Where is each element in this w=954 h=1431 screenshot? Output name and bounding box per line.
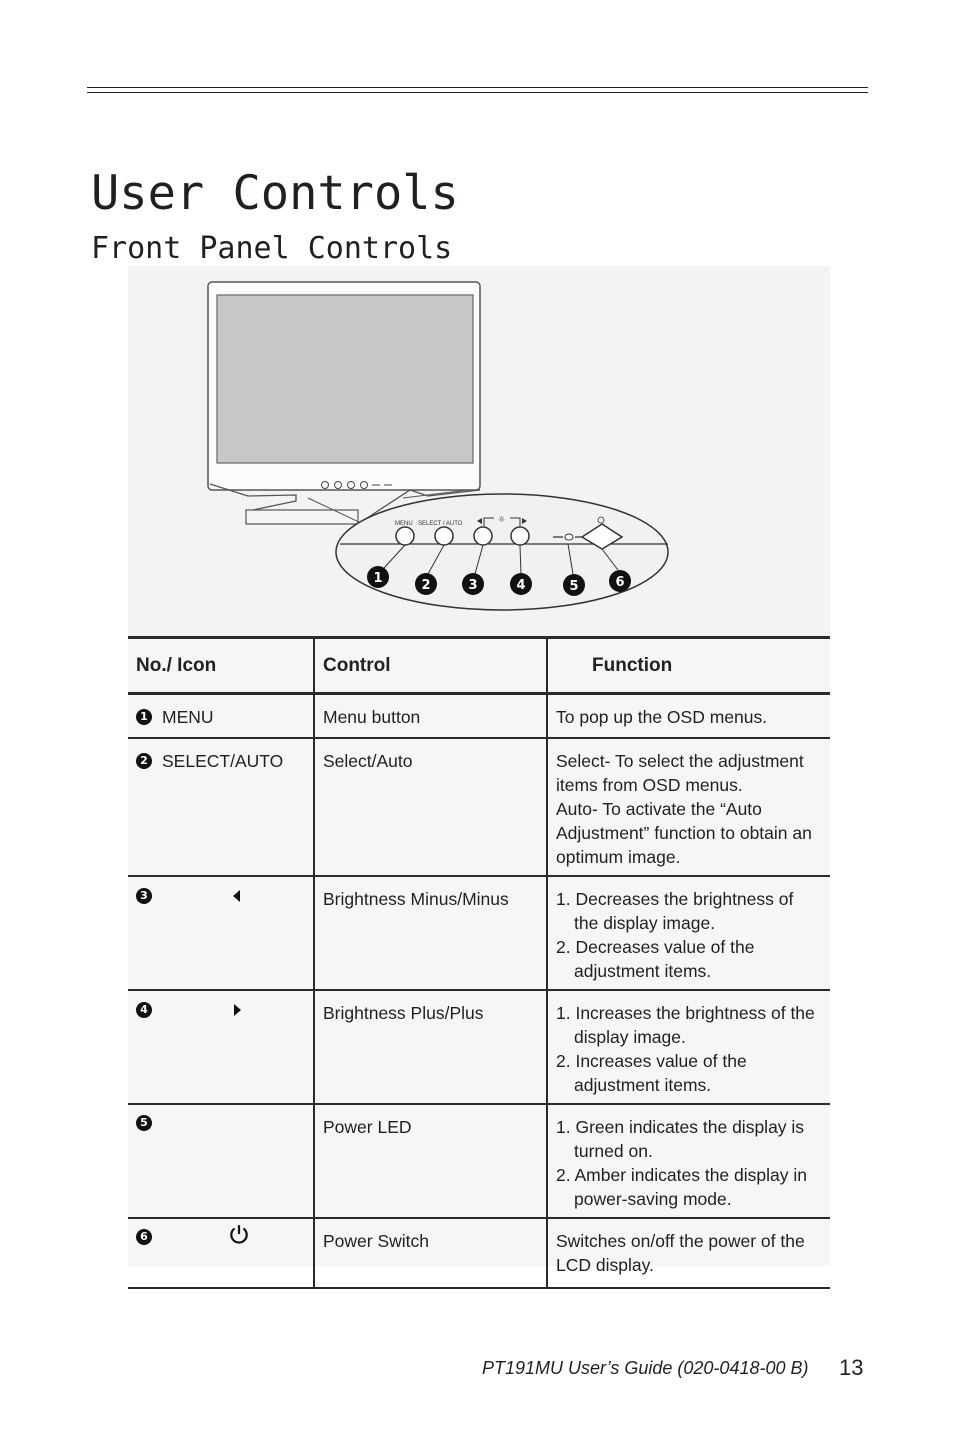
left-triangle-icon (228, 887, 246, 905)
controls-table-wrapper (128, 636, 830, 1275)
control-cell: Brightness Minus/Minus (314, 876, 547, 990)
header-rule-top (87, 87, 868, 88)
number-badge: 6 (136, 1229, 152, 1245)
function-cell (547, 1218, 830, 1288)
panel-plus-button (511, 527, 529, 545)
callout-5-label: 5 (569, 579, 579, 594)
no-icon-cell (128, 738, 314, 876)
panel-minus-button (474, 527, 492, 545)
table-header-row (128, 638, 830, 694)
number-badge: 3 (136, 888, 152, 904)
function-line: 2. Decreases value of the adjustment items. (556, 936, 755, 981)
callout-1-label: 1 (373, 571, 383, 586)
header-function: Function (547, 638, 830, 694)
panel-menu-button (396, 527, 414, 545)
callout-6-label: 6 (615, 575, 625, 590)
function-line: Select- To select the adjustment items from OSD menus. (556, 750, 804, 795)
control-cell: Menu button (314, 694, 547, 738)
controls-table (128, 636, 830, 1289)
panel-label-menu: MENU (395, 521, 413, 527)
number-badge: 5 (136, 1115, 152, 1131)
no-icon-cell (128, 990, 314, 1104)
enlarged-panel (336, 494, 668, 610)
function-line: 1. Increases the brightness of the display image. (556, 1002, 815, 1047)
icon-label: MENU (162, 707, 214, 727)
icon-label: SELECT/AUTO (162, 750, 284, 771)
right-triangle-icon (228, 1001, 246, 1019)
function-line: 1. Green indicates the display is turned on. (556, 1116, 805, 1161)
number-badge: 1 (136, 709, 152, 725)
header-rule-bottom (87, 92, 868, 93)
table-row (128, 1218, 830, 1288)
function-cell (547, 990, 830, 1104)
callout-2-label: 2 (421, 578, 431, 593)
table-row (128, 876, 830, 990)
panel-power-led (565, 534, 573, 540)
function-line: 2. Increases value of the adjustment items. (556, 1050, 747, 1095)
control-cell: Power LED (314, 1104, 547, 1218)
monitor-screen (217, 295, 473, 463)
no-icon-cell (128, 1218, 314, 1288)
panel-label-select: SELECT / AUTO (418, 521, 463, 527)
section-title: Front Panel Controls (91, 231, 453, 266)
table-row (128, 990, 830, 1104)
panel-select-button (435, 527, 453, 545)
number-badge: 2 (136, 753, 152, 769)
function-line: Switches on/off the power of the LCD display. (556, 1230, 805, 1275)
monitor-illustration (128, 266, 830, 638)
callout-4-label: 4 (516, 578, 526, 593)
table-row (128, 738, 830, 876)
callout-3-label: 3 (468, 578, 478, 593)
svg-text:☼: ☼ (498, 515, 506, 524)
function-cell (547, 738, 830, 876)
function-line: 1. Decreases the brightness of the display image. (556, 888, 794, 933)
function-line: 2. Amber indicates the display in power-saving mode. (556, 1164, 807, 1209)
function-cell (547, 1104, 830, 1218)
function-line: Auto- To activate the “Auto Adjustment” function to obtain an optimum image. (556, 798, 812, 867)
control-cell: Brightness Plus/Plus (314, 990, 547, 1104)
no-icon-cell (128, 694, 314, 738)
number-badge: 4 (136, 1002, 152, 1018)
function-cell (547, 876, 830, 990)
footer-guide-title: PT191MU User’s Guide (020-0418-00 B) (482, 1358, 809, 1378)
page-number: 13 (839, 1355, 864, 1380)
control-cell: Power Switch (314, 1218, 547, 1288)
table-row (128, 1104, 830, 1218)
monitor-front-panel-diagram (128, 266, 830, 638)
power-icon (228, 1223, 250, 1245)
function-cell (547, 694, 830, 738)
control-cell: Select/Auto (314, 738, 547, 876)
no-icon-cell (128, 1104, 314, 1218)
no-icon-cell (128, 876, 314, 990)
stand-base (246, 510, 358, 524)
function-line: To pop up the OSD menus. (556, 707, 768, 727)
header-control: Control (314, 638, 547, 694)
page-title: User Controls (91, 166, 459, 221)
table-row (128, 694, 830, 738)
header-no-icon: No./ Icon (128, 638, 314, 694)
